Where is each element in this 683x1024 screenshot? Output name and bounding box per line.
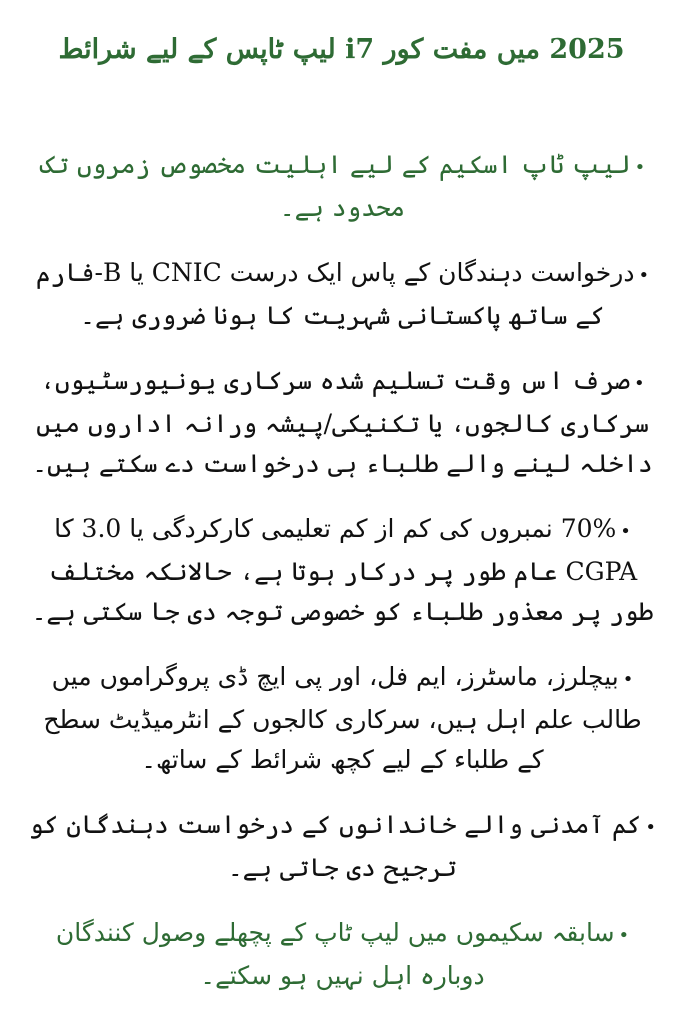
list-item [0, 805, 683, 888]
list-item-text: لیپ ٹاپ اسکیم کے لیے اہلیت مخصوص زمروں تک محدود ہے۔ [39, 150, 631, 222]
bullet-icon: • [620, 521, 631, 542]
list-item-text: بیچلرز، ماسٹرز، ایم فل، اور پی ایچ ڈی پروگراموں میں طالب علم اہل ہیں، سرکاری کالجوں کے انٹرمیڈیٹ سطح کے طلباء کے لیے کچھ شرائط کے ساتھ۔ [43, 662, 642, 774]
list-item [0, 361, 683, 484]
bullet-icon: • [634, 373, 645, 394]
list-item [0, 145, 683, 228]
bullet-icon: • [634, 157, 646, 178]
bullet-icon: • [618, 925, 630, 946]
list-item-text: درخواست دہندگان کے پاس ایک درست CNIC یا B-فارم کے ساتھ پاکستانی شہریت کا ہونا ضروری ہے۔ [35, 258, 635, 330]
list-item-text: سابقہ سکیموں میں لیپ ٹاپ کے پچھلے وصول کنندگان دوبارہ اہل نہیں ہو سکتے۔ [55, 918, 615, 990]
list-item [0, 509, 683, 632]
list-item-text: کم آمدنی والے خاندانوں کے درخواست دہندگان کو ترجیح دی جاتی ہے۔ [29, 810, 642, 882]
bullet-icon: • [622, 669, 634, 690]
bullet-icon: • [638, 265, 650, 286]
bullet-icon: • [645, 817, 656, 838]
eligibility-list [0, 120, 683, 998]
list-item-text: 70% نمبروں کی کم از کم تعلیمی کارکردگی یا 3.0 کا CGPA عام طور پر درکار ہوتا ہے، حالانکہ مختلف طور پر معذور طلباء کو خصوصی توجہ دی جا سکتی ہے۔ [31, 514, 654, 626]
page-title: 2025 میں مفت کور i7 لیپ ٹاپس کے لیے شرائط [58, 34, 625, 66]
list-item-text: صرف اس وقت تسلیم شدہ سرکاری یونیورسٹیوں، سرکاری کالجوں، یا تکنیکی/پیشہ ورانہ اداروں میں داخلہ لینے والے طلباء ہی درخواست دے سکتے ہیں۔ [32, 366, 653, 478]
list-item [0, 913, 683, 996]
list-item [0, 253, 683, 336]
list-item [0, 657, 683, 780]
